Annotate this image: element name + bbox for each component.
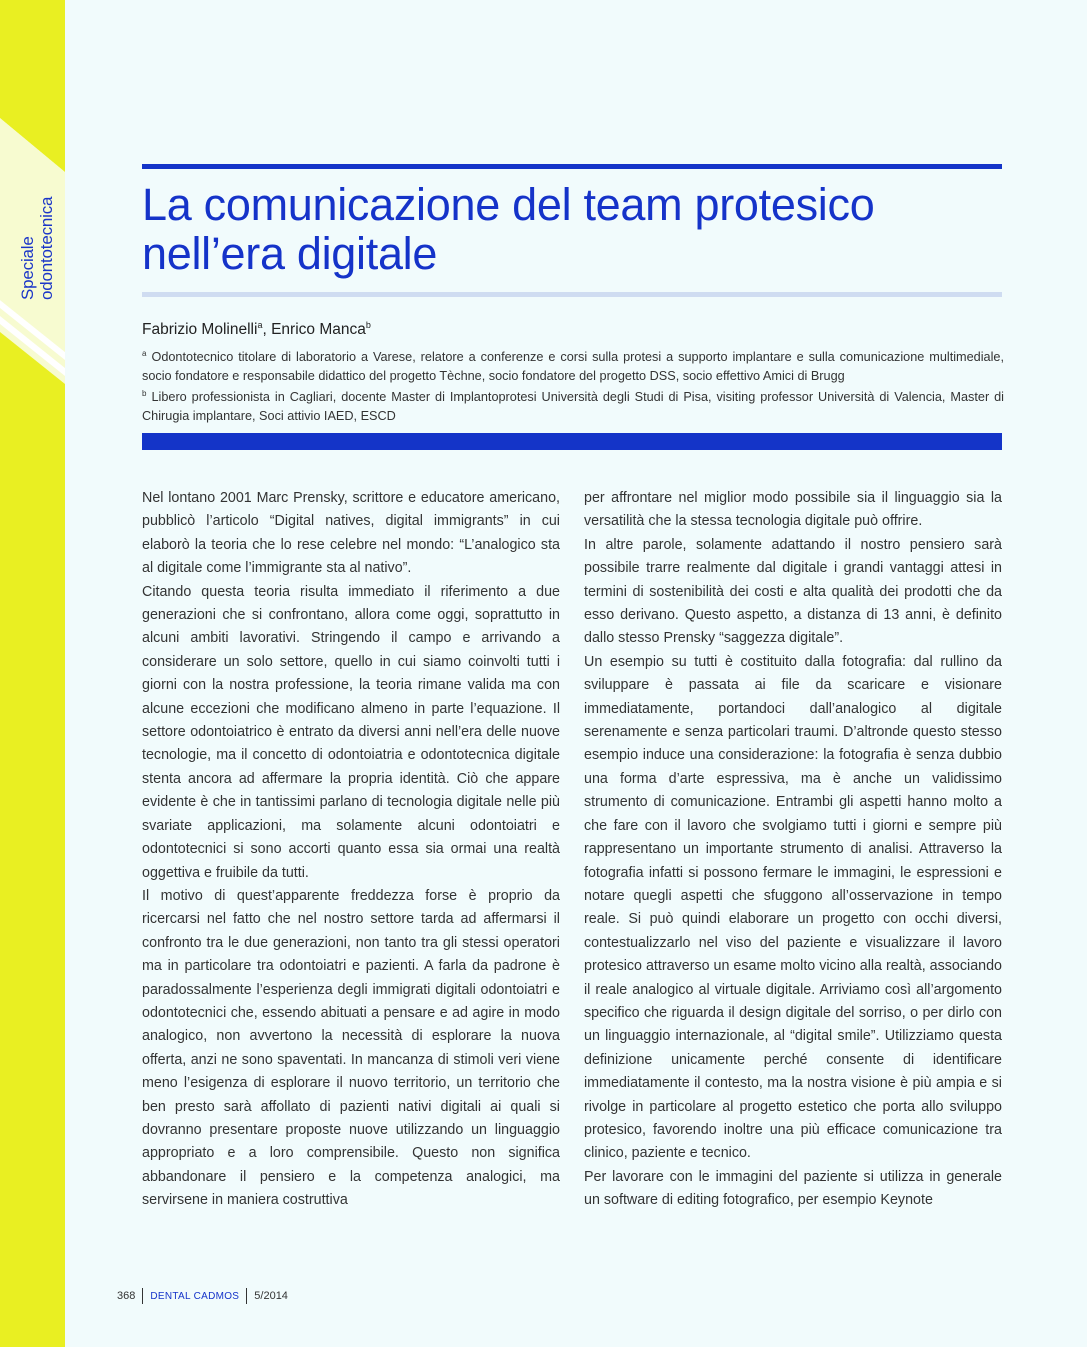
title-top-rule <box>142 164 1002 169</box>
title-line-1: La comunicazione del team protesico <box>142 179 875 230</box>
affiliation-a <box>142 345 1004 385</box>
issue-number: 5/2014 <box>254 1290 288 1302</box>
sidebar-lower-panel <box>0 332 65 1347</box>
section-label <box>0 176 65 306</box>
paragraph: Il motivo di quest’apparente freddezza forse è proprio da ricercarsi nel fatto che nel nostro settore tarda ad affermarsi il confronto tra le due generazioni, non tanto tra gli stessi operatori ma in particolare tra odontoiatri e pazienti. A farla da padrone è paradossalmente l’esperienza degli immigrati digitali odontoiatri e odontotecnici che, essendo abituati a pensare e ad agire in modo analogico, non avvertono la necessità di esplorare la nuova offerta, anzi ne sono spaventati. In mancanza di stimoli veri viene meno l’esigenza di esplorare il nuovo territorio, un territorio che ben presto sarà affollato di pazienti nativi digitali ai quali si dovranno presentare proposte nuove utilizzando un linguaggio appropriato e a loro comprensibile. Questo non significa abbandonare il pensiero e la competenza analogici, ma servirsene in maniera costruttiva <box>142 887 560 1209</box>
paragraph: per affrontare nel miglior modo possibile sia il linguaggio sia la versatilità che la stessa tecnologia digitale può offrire. <box>584 490 1002 530</box>
title-bottom-rule <box>142 292 1002 297</box>
author-2: Enrico Manca <box>271 321 366 339</box>
affiliations <box>142 345 1004 425</box>
author-separator: , <box>262 321 272 339</box>
page-footer <box>117 1288 288 1304</box>
author-1-mark: a <box>257 320 263 330</box>
header-divider-bar <box>142 433 1002 450</box>
article-title <box>142 180 1012 278</box>
section-label-line1: Speciale <box>18 236 37 300</box>
author-line <box>142 320 371 339</box>
page-number: 368 <box>117 1290 136 1302</box>
affiliation-a-mark: a <box>142 349 147 358</box>
section-label-line2: odontotecnica <box>37 196 56 300</box>
paragraph: In altre parole, solamente adattando il nostro pensiero sarà possibile trarre realmente dal digitale i grandi vantaggi attesi in termini di sostenibilità dei costi e alta qualità dei prodotti che da esso derivano. Questo aspetto, a distanza di 13 anni, è definito dallo stesso Prensky “saggezza digitale”. <box>584 536 1002 647</box>
body-column-right <box>584 487 1002 1213</box>
paragraph: Citando questa teoria risulta immediato il riferimento a due generazioni che si confrontano, allora come oggi, soprattutto in alcuni ambiti lavorativi. Stringendo il campo e arrivando a considerare un solo settore, quello in cui siamo coinvolti tutti i giorni con la nostra professione, la teoria rimane valida ma con alcune eccezioni che modificano almeno in parte l’equazione. Il settore odontoiatrico è entrato da diversi anni nell’era delle nuove tecnologie, ma il concetto di odontoiatria e odontotecnica digitale stenta ancora ad affermare la propria identità. Ciò che appare evidente è che in tantissimi parlano di tecnologia digitale nelle più svariate applicazioni, ma solamente alcuni odontoiatri e odontotecnici si sono accorti quanto essa sia ormai una realtà oggettiva e fruibile da tutti. <box>142 583 560 881</box>
footer-separator <box>142 1288 143 1304</box>
paragraph: Nel lontano 2001 Marc Prensky, scrittore e educatore americano, pubblicò l’articolo “Digital natives, digital immigrants” in cui elaborò la teoria che lo rese celebre nel mondo: “L’analogico sta al digitale come l’immigrante sta al nativo”. <box>142 490 560 577</box>
author-1: Fabrizio Molinelli <box>142 321 258 339</box>
affiliation-b-mark: b <box>142 389 147 399</box>
affiliation-a-text: Odontotecnico titolare di laboratorio a Varese, relatore a conferenze e corsi sulla protesi a supporto implantare e sulla comunicazione multimediale, socio fondatore e responsabile didattico del progetto Tèchne, socio fondatore del progetto DSS, socio effettivo Amici di Brugg <box>142 350 1004 383</box>
paragraph: Per lavorare con le immagini del paziente si utilizza in generale un software di editing fotografico, per esempio Keynote <box>584 1168 1002 1209</box>
affiliation-b <box>142 385 1004 425</box>
author-2-mark: b <box>365 320 371 330</box>
footer-separator <box>246 1288 247 1304</box>
affiliation-b-text: Libero professionista in Cagliari, docente Master di Implantoprotesi Università degli Studi di Pisa, visiting professor Università di Valencia, Master di Chirugia implantare, Soci attivio IAED, ESCD <box>142 390 1004 423</box>
paragraph: Un esempio su tutti è costituito dalla fotografia: dal rullino da sviluppare è passata ai file da scaricare e visionare immediatamente, portandoci dall’analogico al digitale serenamente e senza particolari traumi. D’altronde questo stesso esempio induce una considerazione: la fotografia è senza dubbio una forma d’arte espressiva, ma è anche un validissimo strumento di comunicazione. Entrambi gli aspetti hanno molto a che fare con il lavoro che svolgiamo tutti i giorni e sempre più rappresentano un importante strumento di analisi. Attraverso la fotografia infatti si possono fermare le immagini, le espressioni e notare quegli aspetti che sfuggono all’osservazione in tempo reale. Si può quindi elaborare un progetto con occhi diversi, contestualizzarlo nel viso del paziente e visualizzare il lavoro protesico attraverso un esame molto vicino alla realtà, associando il reale analogico al virtuale digitale. Arriviamo così all’argomento specifico che riguarda il design digitale del sorriso, o per dirlo con un linguaggio internazionale, al “digital smile”. Utilizziamo questa definizione unicamente perché consente di identificare immediatamente il contesto, ma la nostra visione è più ampia e si rivolge in particolare al progetto estetico che porta allo sviluppo protesico, favorendo inoltre una più efficace comunicazione tra clinico, paziente e tecnico. <box>584 653 1003 1162</box>
journal-name: DENTAL CADMOS <box>150 1290 240 1302</box>
body-column-left <box>142 487 560 1213</box>
title-line-2: nell’era digitale <box>142 228 438 279</box>
sidebar-band <box>0 0 65 1347</box>
